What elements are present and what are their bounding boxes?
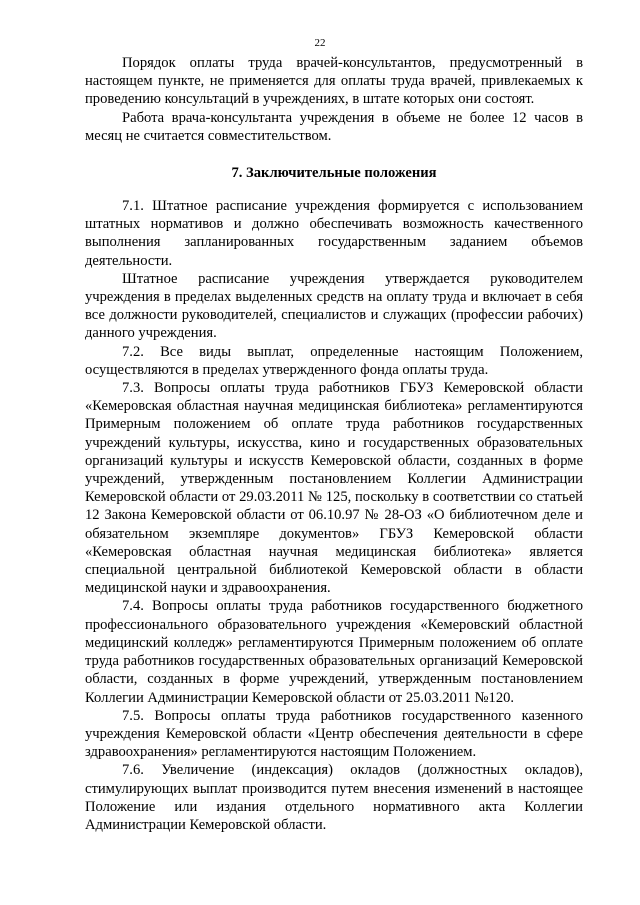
section-heading: 7. Заключительные положения bbox=[231, 165, 437, 182]
paragraph-7-1-staffing: Штатное расписание учреждения утверждается руководителем учреждения в пределах выделенных средств на оплату труда и включает в себя все должности руководителей, специалистов и служащих (профессии рабочих) данного учреждения. bbox=[85, 270, 583, 342]
page-number: 22 bbox=[314, 37, 326, 49]
paragraph-consultant-pay-order: Порядок оплаты труда врачей-консультантов, предусмотренный в настоящем пункте, не применяется для оплаты труда врачей, привлекаемых к проведению консультаций в учреждениях, в штате которых они состоят. bbox=[85, 55, 583, 108]
paragraph-consultant-hours: Работа врача-консультанта учреждения в объеме не более 12 часов в месяц не считается совместительством. bbox=[85, 109, 583, 144]
paragraph-7-3: 7.3. Вопросы оплаты труда работников ГБУЗ Кемеровской области «Кемеровская областная научная медицинская библиотека» регламентируются Примерным положением об оплате труда работников государственных учреждений культуры, искусства, кино и государственных образовательных организаций культуры и искусств Кемеровской области, созданных в форме учреждений, утвержденным постановлением Коллегии Администрации Кемеровской области от 29.03.2011 № 125, поскольку в соответствии со статьей 12 Закона Кемеровской области от 06.10.97 № 28-ОЗ «О библиотечном деле и обязательном экземпляре документов» ГБУЗ Кемеровской области «Кемеровская областная научная медицинская библиотека» является специальной центральной библиотекой Кемеровской области в области медицинской науки и здравоохранения. bbox=[85, 380, 583, 597]
paragraph-7-2: 7.2. Все виды выплат, определенные настоящим Положением, осуществляются в пределах утвержденного фонда оплаты труда. bbox=[85, 343, 583, 378]
paragraph-7-6: 7.6. Увеличение (индексация) окладов (должностных окладов), стимулирующих выплат производится путем внесения изменений в настоящее Положение или издания отдельного нормативного акта Коллегии Администрации Кемеровской области. bbox=[85, 762, 583, 833]
paragraph-7-5: 7.5. Вопросы оплаты труда работников государственного казенного учреждения Кемеровской области «Центр обеспечения деятельности в сфере здравоохранения» регламентируются настоящим Положением. bbox=[85, 707, 583, 761]
paragraph-7-1: 7.1. Штатное расписание учреждения формируется с использованием штатных нормативов и должно обеспечивать возможность качественного выполнения запланированных государственным заданием объемов деятельности. bbox=[85, 198, 583, 269]
paragraph-7-4: 7.4. Вопросы оплаты труда работников государственного бюджетного профессионального образовательного учреждения «Кемеровский областной медицинский колледж» регламентируются Примерным положением об оплате труда работников государственных образовательных организаций Кемеровской области, созданных в форме учреждений, утвержденным постановлением Коллегии Администрации Кемеровской области от 25.03.2011 №120. bbox=[85, 598, 583, 706]
page-content bbox=[85, 54, 583, 834]
